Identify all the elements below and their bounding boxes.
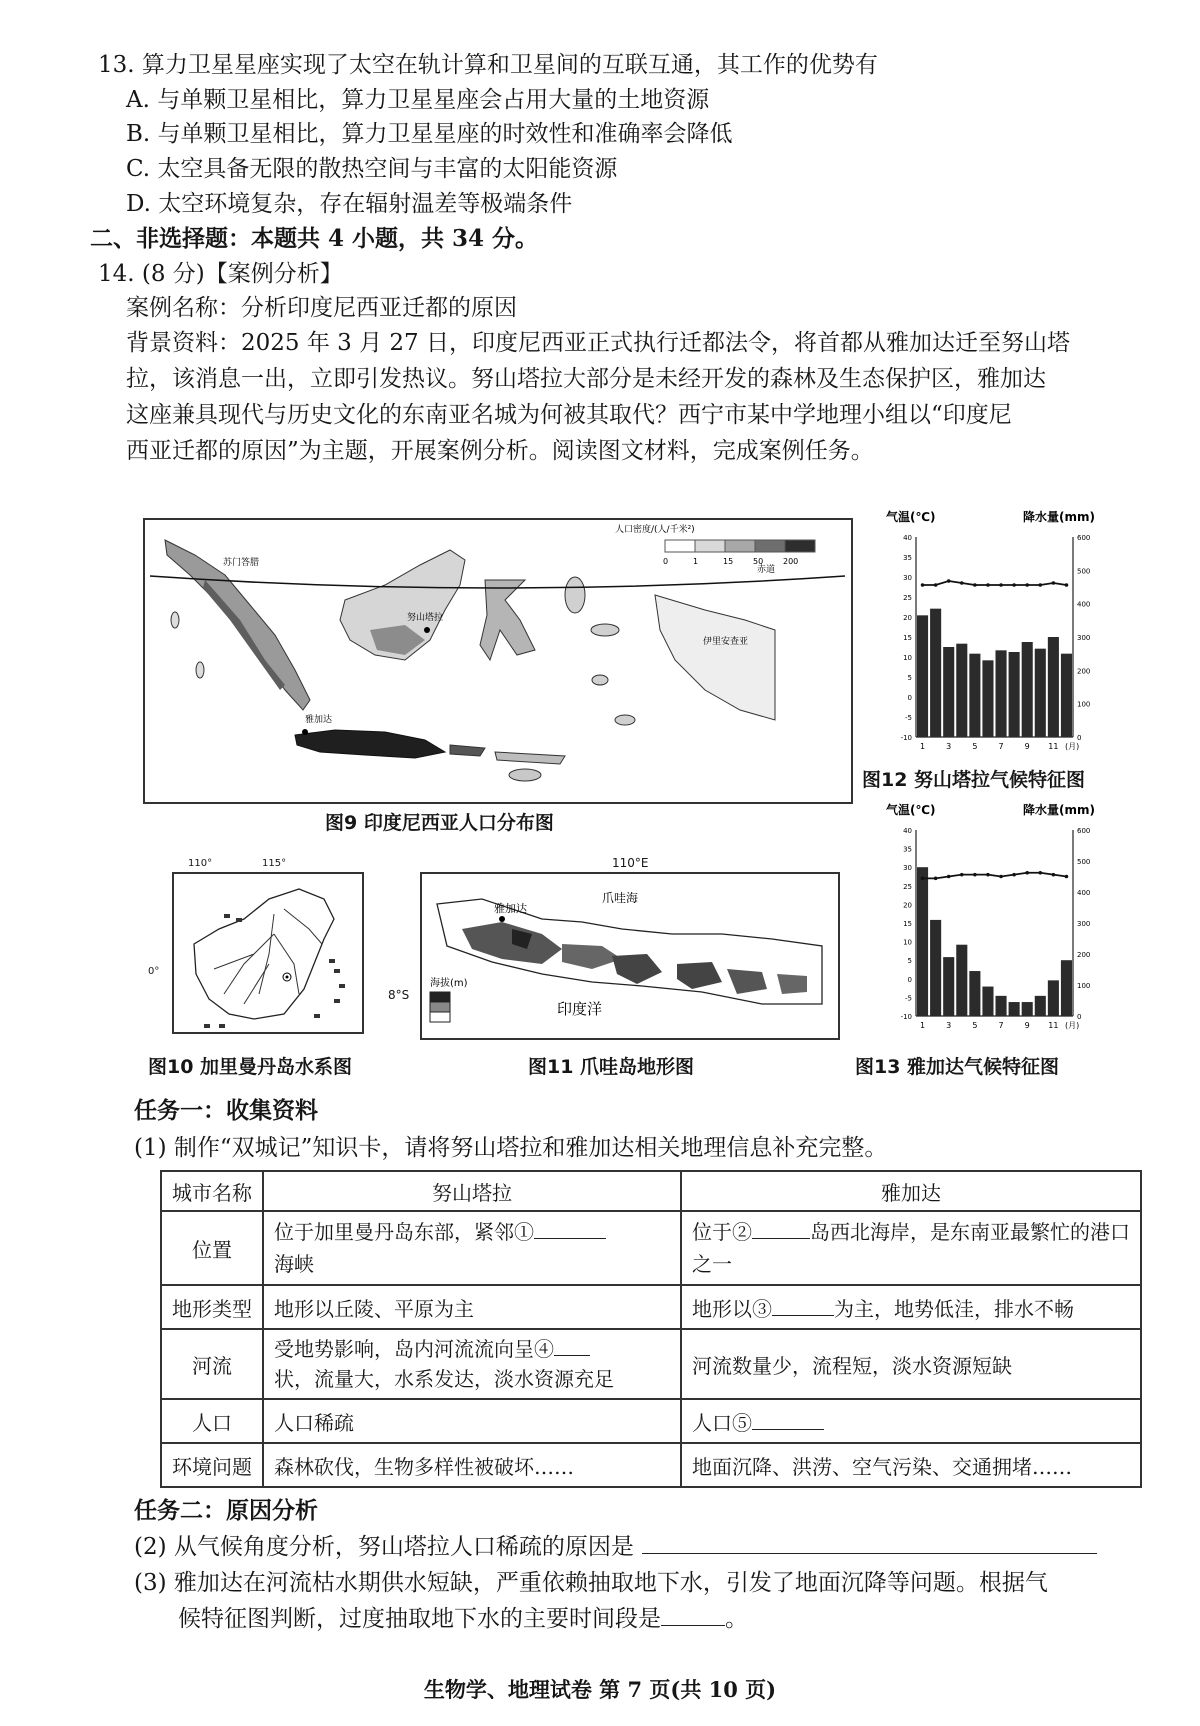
precip-tick-label: 100 bbox=[1077, 982, 1091, 990]
precip-tick-label: 200 bbox=[1077, 667, 1091, 676]
precip-tick-label: 600 bbox=[1077, 534, 1091, 542]
temp-point bbox=[960, 581, 964, 585]
jakarta-point bbox=[302, 729, 308, 735]
month-tick-label: 5 bbox=[972, 1021, 978, 1030]
fig13-temp-label: 气温(℃) bbox=[886, 803, 936, 817]
nusantara-terrain-cell: 地形以丘陵、平原为主 bbox=[263, 1285, 681, 1329]
temp-tick-label: 30 bbox=[903, 864, 912, 873]
temp-tick-label: -5 bbox=[905, 714, 912, 722]
nusantara-location-cell: 位于加里曼丹岛东部，紧邻① 海峡 bbox=[263, 1211, 681, 1285]
temp-point bbox=[921, 877, 925, 881]
precip-bar bbox=[996, 650, 1007, 737]
fig12-precip-label: 降水量(mm) bbox=[1023, 510, 1095, 524]
temp-point bbox=[1012, 583, 1016, 587]
nusantara-point bbox=[424, 627, 430, 633]
table-row bbox=[161, 1443, 1141, 1487]
knowledge-card-table bbox=[160, 1170, 1142, 1488]
sumatra-label: 苏门答腊 bbox=[223, 558, 260, 568]
row-name: 环境问题 bbox=[161, 1443, 263, 1487]
precip-bar bbox=[1009, 1002, 1020, 1016]
answer-blank-1[interactable] bbox=[534, 1238, 606, 1239]
nusantara-river-cell: 受地势影响，岛内河流流向呈④ 状，流量大，水系发达，淡水资源充足 bbox=[263, 1329, 681, 1399]
precip-tick-label: 300 bbox=[1077, 634, 1091, 642]
temp-line bbox=[923, 581, 1067, 585]
temp-point bbox=[1025, 871, 1029, 875]
precip-bar bbox=[996, 996, 1007, 1016]
temp-point bbox=[1025, 583, 1029, 587]
temp-tick-label: 5 bbox=[907, 957, 912, 966]
temp-line bbox=[923, 873, 1067, 879]
background-line: 拉，该消息一出，立即引发热议。努山塔拉大部分是未经开发的森林及生态保护区，雅加达 bbox=[126, 366, 1046, 392]
precip-tick-label: 0 bbox=[1077, 734, 1082, 742]
background-line: 这座兼具现代与历史文化的东南亚名城为何被其取代？西宁市某中学地理小组以“印度尼 bbox=[126, 402, 1012, 428]
precip-bar bbox=[1009, 652, 1020, 737]
answer-blank-3[interactable] bbox=[772, 1315, 834, 1316]
temp-point bbox=[1052, 873, 1056, 877]
equator-label: 赤道 bbox=[757, 565, 776, 575]
task2-q2: (2) 从气候角度分析，努山塔拉人口稀疏的原因是 bbox=[134, 1530, 1097, 1564]
precip-tick-label: 200 bbox=[1077, 951, 1091, 959]
q13-option-c: C. 太空具备无限的散热空间与丰富的太阳能资源 bbox=[126, 156, 618, 182]
kalimantan-outline bbox=[194, 889, 334, 1019]
precip-bar bbox=[1061, 960, 1072, 1016]
answer-blank-5[interactable] bbox=[752, 1429, 824, 1430]
q13-option-d: D. 太空环境复杂，存在辐射温差等极端条件 bbox=[126, 191, 573, 217]
temp-point bbox=[986, 873, 990, 877]
fig9-legend-tick: 15 bbox=[723, 557, 734, 566]
month-tick-label: 1 bbox=[919, 1021, 926, 1030]
temp-point bbox=[973, 583, 977, 587]
fig10-lon-110: 110° bbox=[188, 858, 213, 869]
jakarta-river-cell: 河流数量少，流程短，淡水资源短缺 bbox=[681, 1329, 1141, 1399]
sulawesi-island bbox=[480, 580, 535, 660]
temp-point bbox=[1012, 873, 1016, 877]
background-text bbox=[126, 325, 1176, 469]
temp-tick-label: 5 bbox=[907, 674, 912, 682]
temp-point bbox=[947, 579, 951, 583]
temp-point bbox=[1052, 581, 1056, 585]
jakarta-population-cell: 人口⑤ bbox=[681, 1399, 1141, 1443]
fig12-climate-chart bbox=[878, 507, 1118, 769]
fig11-sea-south: 印度洋 bbox=[557, 1000, 603, 1018]
fig10-map bbox=[172, 872, 364, 1034]
fig11-lat: 8°S bbox=[388, 988, 410, 1002]
temp-tick-label: 25 bbox=[903, 882, 912, 891]
table-header-cell: 努山塔拉 bbox=[263, 1171, 681, 1211]
precip-bar bbox=[917, 615, 928, 737]
month-tick-label: 1 bbox=[919, 742, 926, 751]
fig9-legend-tick: 200 bbox=[783, 557, 799, 566]
month-tick-label: 9 bbox=[1024, 742, 1030, 751]
fig12-caption: 图12 努山塔拉气候特征图 bbox=[862, 769, 1086, 791]
temp-tick-label: 10 bbox=[903, 938, 912, 947]
fig9-map-drawing bbox=[145, 520, 851, 802]
temp-tick-label: 0 bbox=[907, 694, 912, 702]
temp-point bbox=[1065, 583, 1069, 587]
fig10-caption: 图10 加里曼丹岛水系图 bbox=[148, 1056, 353, 1078]
temp-point bbox=[999, 583, 1003, 587]
fig11-legend-title: 海拔(m) bbox=[430, 978, 468, 989]
fig11-map-drawing bbox=[422, 874, 838, 1038]
table-header-cell: 雅加达 bbox=[681, 1171, 1141, 1211]
fig9-caption: 图9 印度尼西亚人口分布图 bbox=[325, 812, 554, 834]
temp-tick-label: -10 bbox=[900, 1013, 912, 1021]
fig13-caption: 图13 雅加达气候特征图 bbox=[855, 1056, 1060, 1078]
fig10-lat-0: 0° bbox=[148, 966, 160, 977]
case-name: 案例名称：分析印度尼西亚迁都的原因 bbox=[126, 295, 517, 321]
temp-point bbox=[999, 875, 1003, 879]
q14-title: 14. (8 分)【案例分析】 bbox=[98, 261, 343, 287]
precip-bar bbox=[956, 945, 967, 1016]
month-unit-label: (月) bbox=[1065, 1021, 1080, 1030]
precip-bar bbox=[1048, 980, 1059, 1016]
java-island bbox=[295, 730, 445, 758]
temp-tick-label: 35 bbox=[903, 554, 912, 562]
fig12-chart bbox=[878, 507, 1118, 769]
fig9-legend-tick: 0 bbox=[663, 557, 669, 566]
nusantara-label: 努山塔拉 bbox=[407, 613, 444, 623]
temp-point bbox=[973, 873, 977, 877]
precip-tick-label: 300 bbox=[1077, 920, 1091, 928]
temp-tick-label: 40 bbox=[903, 827, 912, 835]
jakarta-label: 雅加达 bbox=[305, 715, 333, 725]
temp-tick-label: 20 bbox=[903, 901, 912, 910]
fig13-climate-chart bbox=[878, 800, 1118, 1048]
month-tick-label: 9 bbox=[1024, 1021, 1030, 1030]
jakarta-terrain-cell: 地形以③ 为主，地势低洼，排水不畅 bbox=[681, 1285, 1141, 1329]
fig9-map bbox=[143, 518, 853, 804]
month-tick-label: 3 bbox=[946, 742, 952, 751]
temp-tick-label: 10 bbox=[903, 654, 912, 662]
precip-bar bbox=[930, 920, 941, 1016]
fig13-precip-label: 降水量(mm) bbox=[1023, 803, 1095, 817]
table-header-cell: 城市名称 bbox=[161, 1171, 263, 1211]
temp-tick-label: -10 bbox=[900, 734, 912, 742]
precip-tick-label: 400 bbox=[1077, 889, 1091, 897]
row-name: 地形类型 bbox=[161, 1285, 263, 1329]
precip-bar bbox=[969, 654, 980, 737]
jakarta-environment-cell: 地面沉降、洪涝、空气污染、交通拥堵…… bbox=[681, 1443, 1141, 1487]
temp-tick-label: 15 bbox=[903, 920, 912, 928]
temp-tick-label: 15 bbox=[903, 634, 912, 642]
precip-bar bbox=[1022, 1002, 1033, 1016]
fig9-legend-bar bbox=[665, 540, 815, 552]
answer-blank-4[interactable] bbox=[554, 1355, 590, 1356]
precip-tick-label: 400 bbox=[1077, 600, 1091, 609]
temp-point bbox=[1065, 875, 1069, 879]
fig10-lon-115: 115° bbox=[262, 858, 287, 869]
papua-label: 伊里安查亚 bbox=[703, 637, 749, 647]
temp-point bbox=[947, 875, 951, 879]
temp-point bbox=[921, 583, 925, 587]
temp-tick-label: 0 bbox=[907, 975, 912, 984]
fig11-sea-north: 爪哇海 bbox=[602, 891, 639, 905]
temp-point bbox=[960, 873, 964, 877]
answer-blank-2[interactable] bbox=[752, 1238, 810, 1239]
answer-blank-q3[interactable] bbox=[661, 1625, 725, 1626]
temp-tick-label: 25 bbox=[903, 594, 912, 602]
temp-tick-label: 30 bbox=[903, 574, 912, 582]
fig11-legend bbox=[430, 992, 450, 1022]
q13-option-a: A. 与单颗卫星相比，算力卫星星座会占用大量的土地资源 bbox=[126, 87, 710, 113]
background-line: 背景资料：2025 年 3 月 27 日，印度尼西亚正式执行迁都法令，将首都从雅加达迁至努山塔 bbox=[126, 330, 1070, 356]
precip-bar bbox=[917, 867, 928, 1016]
precip-bar bbox=[930, 609, 941, 737]
temp-tick-label: 35 bbox=[903, 845, 912, 854]
fig10-map-drawing bbox=[174, 874, 362, 1032]
month-tick-label: 3 bbox=[946, 1021, 952, 1030]
precip-bar bbox=[969, 971, 980, 1016]
precip-bar bbox=[943, 647, 954, 737]
temp-tick-label: 40 bbox=[903, 534, 912, 542]
task2-q3-line1: (3) 雅加达在河流枯水期供水短缺，严重依赖抽取地下水，引发了地面沉降等问题。根据气 bbox=[134, 1570, 1048, 1596]
answer-blank-q2[interactable] bbox=[642, 1553, 1097, 1554]
row-name: 人口 bbox=[161, 1399, 263, 1443]
table-header-row bbox=[161, 1171, 1141, 1211]
temp-point bbox=[986, 583, 990, 587]
precip-bar bbox=[1022, 642, 1033, 737]
fig9-legend-tick: 1 bbox=[693, 557, 699, 566]
fig11-map bbox=[420, 872, 840, 1040]
precip-bar bbox=[1035, 649, 1046, 737]
jakarta-location-cell: 位于② 岛西北海岸，是东南亚最繁忙的港口之一 bbox=[681, 1211, 1141, 1285]
temp-point bbox=[934, 583, 938, 587]
task1-title: 任务一：收集资料 bbox=[134, 1097, 318, 1124]
jakarta-point-java bbox=[499, 916, 505, 922]
precip-tick-label: 500 bbox=[1077, 567, 1091, 576]
background-line: 西亚迁都的原因”为主题，开展案例分析。阅读图文材料，完成案例任务。 bbox=[126, 438, 874, 464]
row-name: 位置 bbox=[161, 1211, 263, 1285]
precip-tick-label: 600 bbox=[1077, 827, 1091, 835]
month-unit-label: (月) bbox=[1065, 742, 1080, 751]
page-footer: 生物学、地理试卷 第 7 页(共 10 页) bbox=[423, 1677, 777, 1702]
fig12-temp-label: 气温(℃) bbox=[886, 510, 936, 524]
table-row bbox=[161, 1329, 1141, 1399]
fig9-legend-tick: 50 bbox=[753, 557, 764, 566]
fig11-caption: 图11 爪哇岛地形图 bbox=[528, 1056, 695, 1078]
precip-tick-label: 500 bbox=[1077, 858, 1091, 866]
section-2-heading: 二、非选择题：本题共 4 小题，共 34 分。 bbox=[90, 225, 539, 252]
fig11-jakarta-label: 雅加达 bbox=[494, 902, 527, 915]
temp-point bbox=[1038, 583, 1042, 587]
row-name: 河流 bbox=[161, 1329, 263, 1399]
precip-tick-label: 100 bbox=[1077, 700, 1091, 709]
precip-bar bbox=[1048, 637, 1059, 737]
q13-stem: 13. 算力卫星星座实现了太空在轨计算和卫星间的互联互通，其工作的优势有 bbox=[98, 52, 878, 78]
fig9-legend-title: 人口密度/(人/千米²) bbox=[615, 525, 695, 535]
month-tick-label: 7 bbox=[998, 742, 1004, 751]
precip-bar bbox=[956, 644, 967, 737]
task2-q3-line2: 候特征图判断，过度抽取地下水的主要时间段是 。 bbox=[178, 1606, 748, 1632]
precip-bar bbox=[982, 660, 993, 737]
month-tick-label: 5 bbox=[972, 742, 978, 751]
precip-bar bbox=[1061, 654, 1072, 737]
month-tick-label: 11 bbox=[1048, 1021, 1059, 1030]
temp-point bbox=[1038, 871, 1042, 875]
temp-point bbox=[934, 877, 938, 881]
month-tick-label: 11 bbox=[1048, 742, 1059, 751]
precip-tick-label: 0 bbox=[1077, 1013, 1082, 1021]
nusantara-population-cell: 人口稀疏 bbox=[263, 1399, 681, 1443]
q13-option-b: B. 与单颗卫星相比，算力卫星星座的时效性和准确率会降低 bbox=[126, 121, 733, 147]
papua-island bbox=[655, 595, 775, 720]
temp-tick-label: -5 bbox=[905, 994, 912, 1003]
task2-title: 任务二：原因分析 bbox=[134, 1497, 318, 1524]
table-row bbox=[161, 1285, 1141, 1329]
temp-tick-label: 20 bbox=[903, 614, 912, 622]
month-tick-label: 7 bbox=[998, 1021, 1004, 1030]
nusantara-environment-cell: 森林砍伐，生物多样性被破坏…… bbox=[263, 1443, 681, 1487]
precip-bar bbox=[1035, 996, 1046, 1016]
fig13-chart bbox=[878, 800, 1118, 1048]
table-row bbox=[161, 1211, 1141, 1285]
table-row bbox=[161, 1399, 1141, 1443]
precip-bar bbox=[982, 987, 993, 1016]
task1-q1: (1) 制作“双城记”知识卡，请将努山塔拉和雅加达相关地理信息补充完整。 bbox=[134, 1135, 888, 1161]
precip-bar bbox=[943, 957, 954, 1016]
fig11-lon: 110°E bbox=[612, 856, 649, 870]
